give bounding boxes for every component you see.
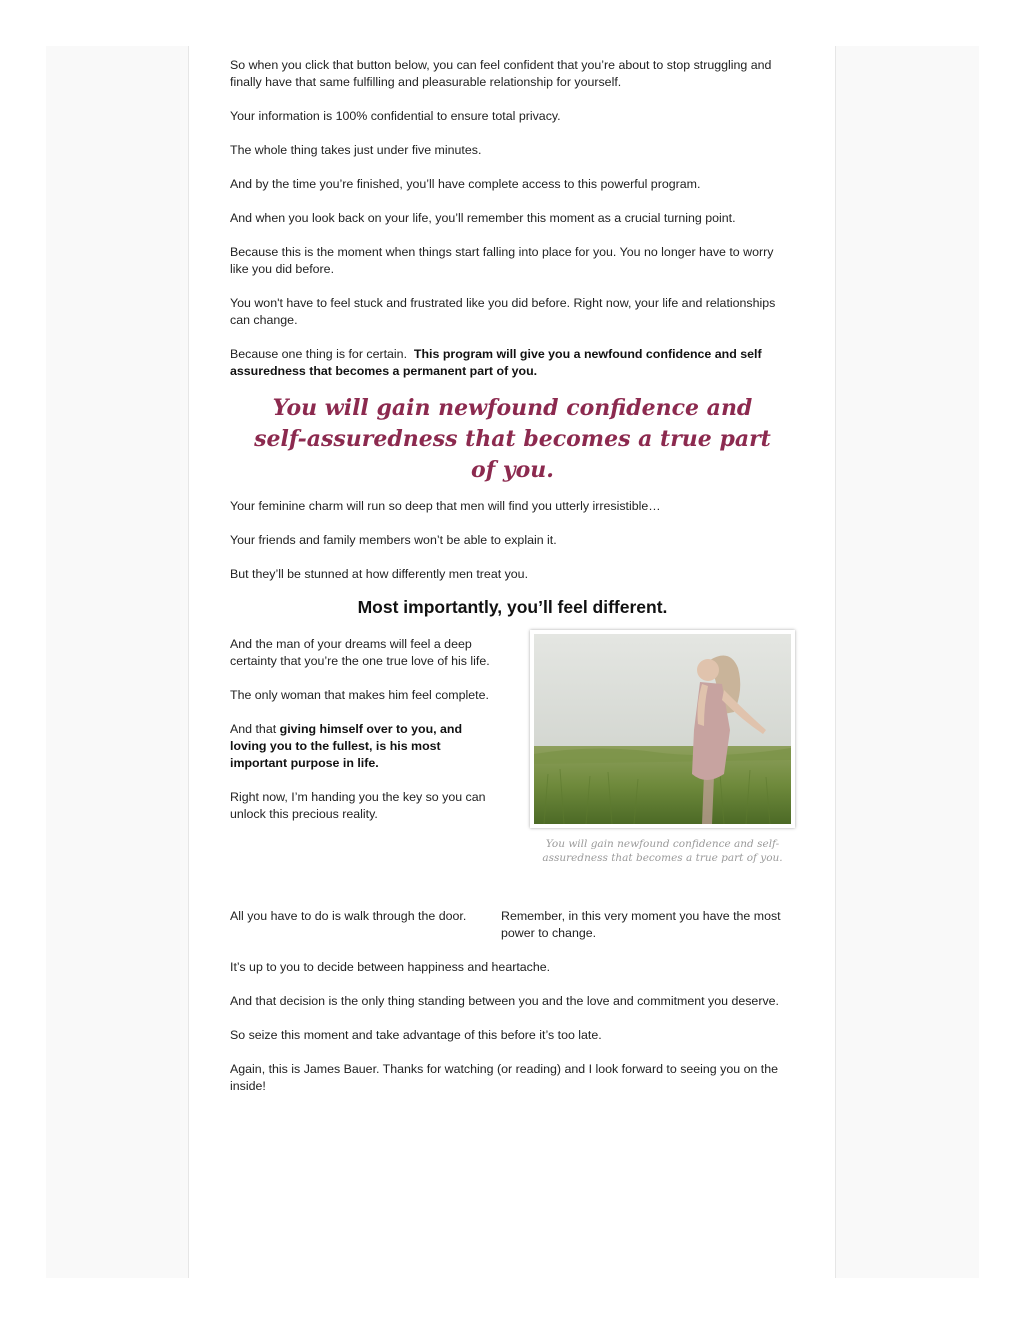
left-text-column: [230, 636, 498, 840]
article-body: [230, 57, 795, 1112]
paragraph: The only woman that makes him feel complete.: [230, 688, 489, 702]
figure: [530, 630, 795, 865]
paragraph: Your friends and family members won’t be able to explain it.: [230, 533, 557, 547]
photo-frame: [530, 630, 795, 828]
paragraph: Your feminine charm will run so deep that men will find you utterly irresistible…: [230, 499, 661, 513]
section-heading: Most importantly, you’ll feel different.: [357, 597, 668, 617]
right-margin-panel: [835, 46, 979, 1278]
purpose-bold: giving himself over to you, and loving you to the fullest, is his most important purpose in life.: [230, 722, 463, 770]
paragraph: All you have to do is walk through the door.: [230, 909, 467, 923]
pull-quote-heading: You will gain newfound confidence and self-assuredness that becomes a true part of you.: [254, 395, 771, 483]
certainty-paragraph: [230, 346, 795, 380]
figure-caption: You will gain newfound confidence and self-assuredness that becomes a true part of you.: [542, 838, 783, 864]
purpose-lead: And that: [230, 722, 277, 736]
paragraph: It’s up to you to decide between happiness and heartache.: [230, 960, 551, 974]
left-margin-panel: [46, 46, 189, 1278]
paragraph: So seize this moment and take advantage of this before it’s too late.: [230, 1028, 602, 1042]
paragraph: And when you look back on your life, you’ll remember this moment as a crucial turning point.: [230, 211, 736, 225]
closing-pair: [230, 908, 795, 959]
paragraph: Your information is 100% confidential to ensure total privacy.: [230, 109, 561, 123]
paragraph: You won't have to feel stuck and frustrated like you did before. Right now, your life and relationships can change.: [230, 296, 776, 327]
text-with-figure: [230, 636, 795, 908]
signoff-paragraph: Again, this is James Bauer. Thanks for watching (or reading) and I look forward to seeing you on the inside!: [230, 1062, 779, 1093]
paragraph: And by the time you’re finished, you’ll have complete access to this powerful program.: [230, 177, 701, 191]
paragraph: The whole thing takes just under five minutes.: [230, 143, 482, 157]
purpose-paragraph: [230, 721, 498, 772]
certainty-bold: This program will give you a newfound confidence and self assuredness that becomes a permanent part of you.: [230, 347, 762, 378]
paragraph: Remember, in this very moment you have the most power to change.: [501, 909, 781, 940]
paragraph: Because this is the moment when things start falling into place for you. You no longer have to worry like you did before.: [230, 245, 774, 276]
paragraph: But they’ll be stunned at how differently men treat you.: [230, 567, 529, 581]
woman-in-field-photo: [534, 634, 791, 824]
paragraph: And that decision is the only thing standing between you and the love and commitment you deserve.: [230, 994, 779, 1008]
paragraph: Right now, I’m handing you the key so you can unlock this precious reality.: [230, 790, 486, 821]
paragraph: So when you click that button below, you can feel confident that you’re about to stop struggling and finally have that same fulfilling and pleasurable relationship for yourself.: [230, 58, 772, 89]
paragraph: And the man of your dreams will feel a deep certainty that you’re the one true love of his life.: [230, 637, 490, 668]
certainty-lead: Because one thing is for certain.: [230, 347, 408, 361]
